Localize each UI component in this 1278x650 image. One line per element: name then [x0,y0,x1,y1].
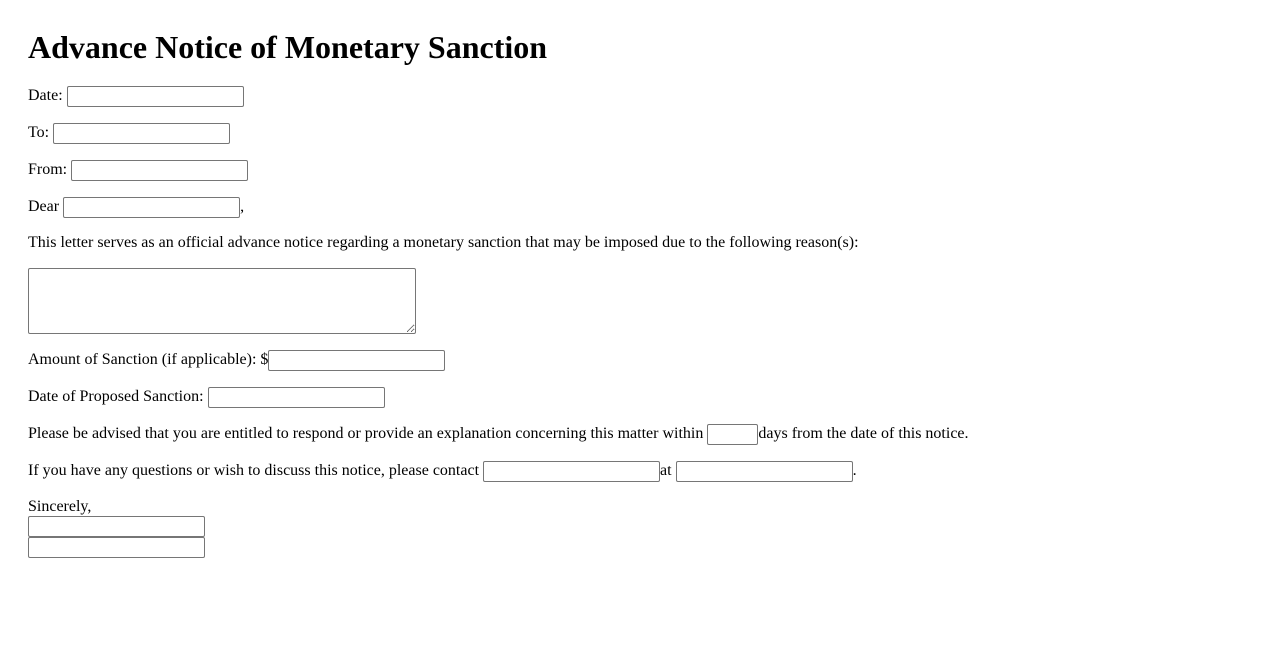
closing-row [28,496,91,518]
amount-input[interactable] [268,350,445,371]
contact-name-input[interactable] [483,461,660,482]
date-row [28,85,244,107]
proposed-date-input[interactable] [208,387,385,408]
page-title: Advance Notice of Monetary Sanction [28,29,548,65]
intro-text: This letter serves as an official advance notice regarding a monetary sanction that may be imposed due to the following reason(s): [28,234,859,251]
to-label: To: [28,124,50,141]
signature-name-input[interactable] [28,516,205,537]
date-label: Date: [28,87,63,104]
response-days-input[interactable] [707,424,758,445]
proposed-date-label: Date of Proposed Sanction: [28,388,204,405]
from-label: From: [28,161,68,178]
contact-text-suffix: . [852,462,857,479]
from-input[interactable] [71,160,248,181]
from-row [28,159,248,181]
to-input[interactable] [53,123,230,144]
amount-row [28,349,445,371]
proposed-date-row [28,386,385,408]
date-input[interactable] [67,86,244,107]
dear-label: Dear [28,198,60,215]
amount-label: Amount of Sanction (if applicable): $ [28,351,269,368]
contact-row [28,460,857,482]
intro-row [28,232,859,254]
signature-title-input[interactable] [28,537,205,558]
to-row [28,122,230,144]
advise-text-suffix: days from the date of this notice. [758,425,969,442]
dear-input[interactable] [63,197,240,218]
closing-text: Sincerely, [28,498,92,515]
reasons-textarea[interactable] [28,268,416,334]
advise-text-prefix: Please be advised that you are entitled to respond or provide an explanation concerning this matter within [28,425,704,442]
dear-comma: , [240,198,245,215]
dear-row [28,196,244,218]
advise-row [28,423,969,445]
contact-text-middle: at [660,462,672,479]
contact-text-prefix: If you have any questions or wish to discuss this notice, please contact [28,462,480,479]
contact-info-input[interactable] [676,461,853,482]
